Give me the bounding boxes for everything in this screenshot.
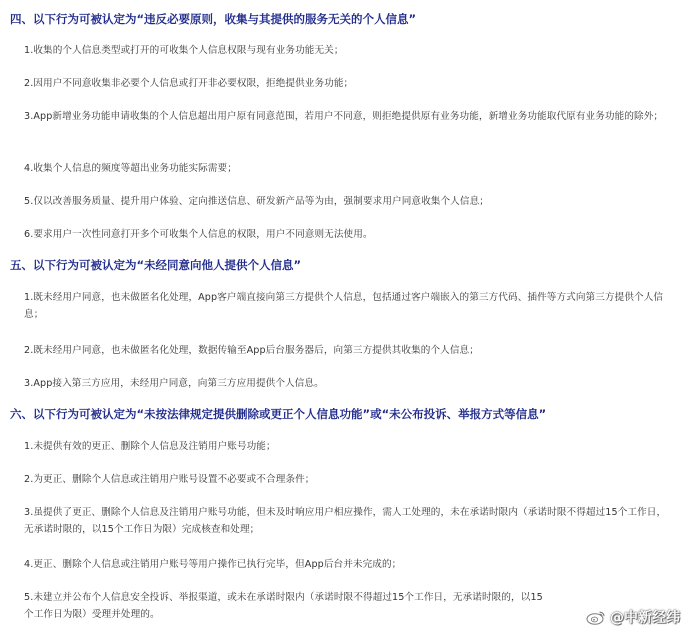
weibo-watermark (586, 606, 680, 628)
section-5-item-3: 3.App接入第三方应用，未经用户同意，向第三方应用提供个人信息。 (24, 378, 324, 389)
section-4-heading: 四、以下行为可被认定为“违反必要原则，收集与其提供的服务无关的个人信息” (10, 12, 417, 26)
section-5-heading: 五、以下行为可被认定为“未经同意向他人提供个人信息” (10, 258, 302, 272)
section-6-item-4: 4.更正、删除个人信息或注销用户账号等用户操作已执行完毕，但App后台并未完成的； (24, 559, 402, 570)
section-4-item-5: 5.仅以改善服务质量、提升用户体验、定向推送信息、研发新产品等为由，强制要求用户同意收集个人信息； (24, 196, 489, 207)
section-4-item-1: 1.收集的个人信息类型或打开的可收集个人信息权限与现有业务功能无关； (24, 45, 344, 56)
section-6-item-5: 5.未建立并公布个人信息安全投诉、举报渠道，或未在承诺时限内（承诺时限不得超过15个工作日，无承诺时限的，以15个工作日为限）受理并处理的。 (24, 592, 543, 620)
section-5-item-2: 2.既未经用户同意，也未做匿名化处理，数据传输至App后台服务器后，向第三方提供其收集的个人信息； (24, 345, 479, 356)
section-6-item-3: 3.虽提供了更正、删除个人信息及注销用户账号功能，但未及时响应用户相应操作，需人工处理的，未在承诺时限内（承诺时限不得超过15个工作日，无承诺时限的，以15个工作日为限）完成核查和处理； (24, 507, 667, 535)
section-4-item-2: 2.因用户不同意收集非必要个人信息或打开非必要权限，拒绝提供业务功能； (24, 78, 354, 89)
section-6-heading: 六、以下行为可被认定为“未按法律规定提供删除或更正个人信息功能”或“未公布投诉、举报方式等信息” (10, 407, 547, 421)
section-6-item-2: 2.为更正、删除个人信息或注销用户账号设置不必要或不合理条件； (24, 474, 315, 485)
section-4-item-4: 4.收集个人信息的频度等超出业务功能实际需要； (24, 163, 237, 174)
section-5-item-1: 1.既未经用户同意，也未做匿名化处理，App客户端直接向第三方提供个人信息，包括通过客户端嵌入的第三方代码、插件等方式向第三方提供个人信息； (24, 292, 664, 320)
section-6-item-1: 1.未提供有效的更正、删除个人信息及注销用户账号功能； (24, 441, 276, 452)
watermark-text: @中新经纬 (610, 610, 680, 626)
section-4-item-6: 6.要求用户一次性同意打开多个可收集个人信息的权限，用户不同意则无法使用。 (24, 229, 373, 240)
weibo-logo-icon (586, 609, 606, 625)
section-4-item-3: 3.App新增业务功能申请收集的个人信息超出用户原有同意范围，若用户不同意，则拒绝提供原有业务功能，新增业务功能取代原有业务功能的除外； (24, 111, 664, 122)
